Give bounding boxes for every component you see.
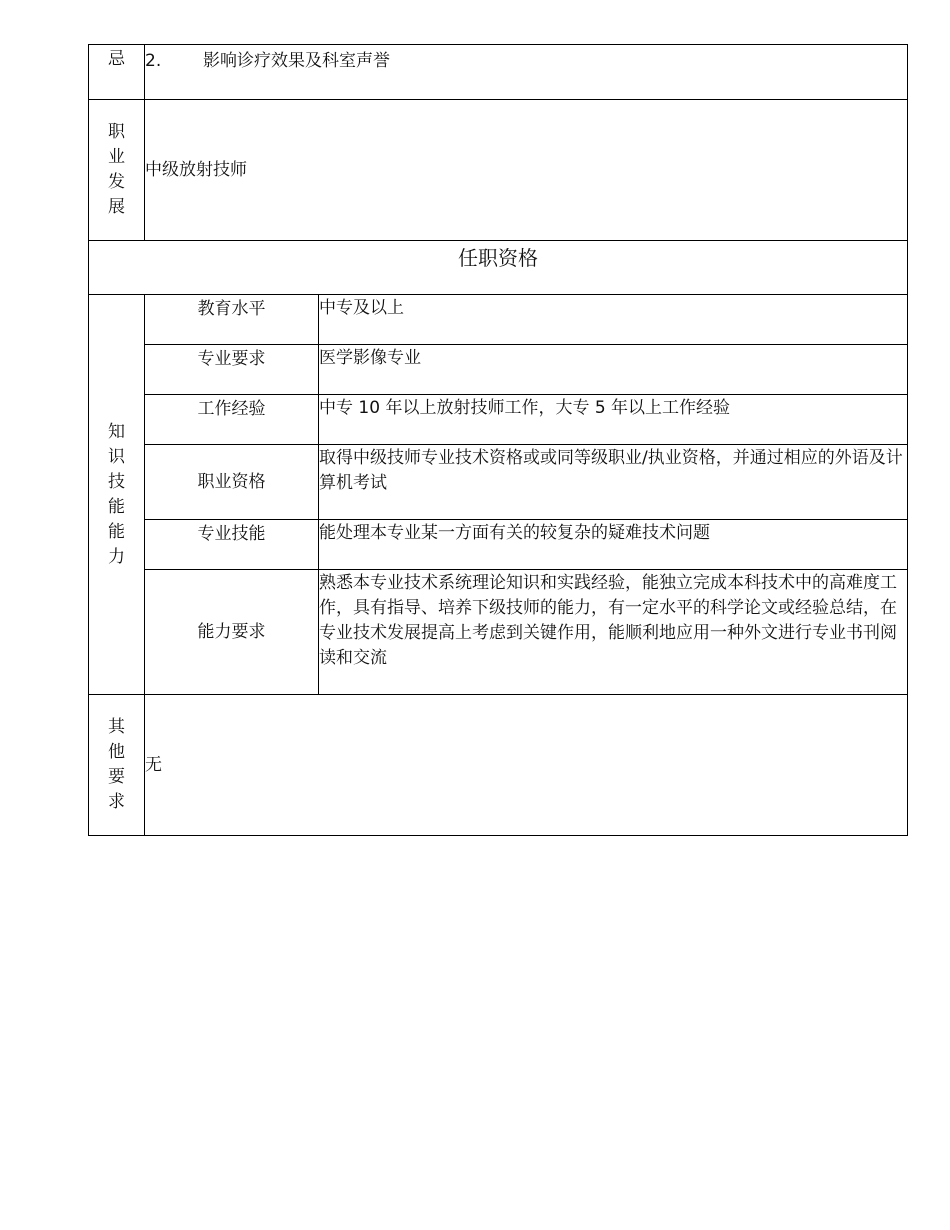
- qualification-title-row: [89, 241, 908, 295]
- knowledge-label-char: 技: [108, 471, 125, 492]
- knowledge-label-char: 识: [108, 446, 125, 467]
- career-value: 中级放射技师: [145, 100, 908, 241]
- other-label-char: 他: [108, 742, 125, 762]
- education-value: 中专及以上: [319, 295, 908, 345]
- knowledge-label-char: 力: [108, 546, 125, 567]
- knowledge-row: [89, 445, 908, 520]
- knowledge-row: [89, 395, 908, 445]
- knowledge-label: [89, 295, 145, 695]
- job-spec-table: [88, 44, 908, 836]
- experience-label: 工作经验: [145, 395, 319, 445]
- knowledge-row: [89, 520, 908, 570]
- other-value: 无: [145, 695, 908, 836]
- section-title: 任职资格: [89, 241, 908, 295]
- skill-value: 能处理本专业某一方面有关的较复杂的疑难技术问题: [319, 520, 908, 570]
- taboo-label: [89, 45, 145, 100]
- other-label: [89, 695, 145, 836]
- career-label-char: 展: [108, 197, 125, 217]
- knowledge-row: [89, 345, 908, 395]
- certification-value: 取得中级技师专业技术资格或或同等级职业/执业资格，并通过相应的外语及计算机考试: [319, 445, 908, 520]
- other-label-char: 其: [108, 717, 125, 737]
- other-label-char: 要: [108, 767, 125, 787]
- experience-value: 中专 10 年以上放射技师工作，大专 5 年以上工作经验: [319, 395, 908, 445]
- knowledge-row: [89, 295, 908, 345]
- career-label-char: 职: [108, 122, 125, 142]
- taboo-item-text: 影响诊疗效果及科室声誉: [203, 51, 390, 71]
- education-label: 教育水平: [145, 295, 319, 345]
- taboo-label-char: 忌: [108, 49, 125, 69]
- career-label-char: 发: [108, 172, 125, 192]
- career-label: [89, 100, 145, 241]
- knowledge-label-char: 能: [108, 496, 125, 517]
- skill-label: 专业技能: [145, 520, 319, 570]
- ability-value: 熟悉本专业技术系统理论知识和实践经验，能独立完成本科技术中的高难度工作，具有指导、培养下级技师的能力，有一定水平的科学论文或经验总结，在专业技术发展提高上考虑到关键作用，能顺利地应用一种外文进行专业书刊阅读和交流: [319, 570, 908, 695]
- knowledge-row: [89, 570, 908, 695]
- other-label-char: 求: [108, 792, 125, 812]
- career-label-char: 业: [108, 147, 125, 167]
- taboo-value: [145, 45, 908, 100]
- taboo-item-number: 2.: [145, 51, 162, 71]
- major-value: 医学影像专业: [319, 345, 908, 395]
- ability-label: 能力要求: [145, 570, 319, 695]
- career-row: [89, 100, 908, 241]
- taboo-row: [89, 45, 908, 100]
- knowledge-label-char: 知: [108, 421, 125, 442]
- certification-label: 职业资格: [145, 445, 319, 520]
- other-row: [89, 695, 908, 836]
- major-label: 专业要求: [145, 345, 319, 395]
- knowledge-label-char: 能: [108, 521, 125, 542]
